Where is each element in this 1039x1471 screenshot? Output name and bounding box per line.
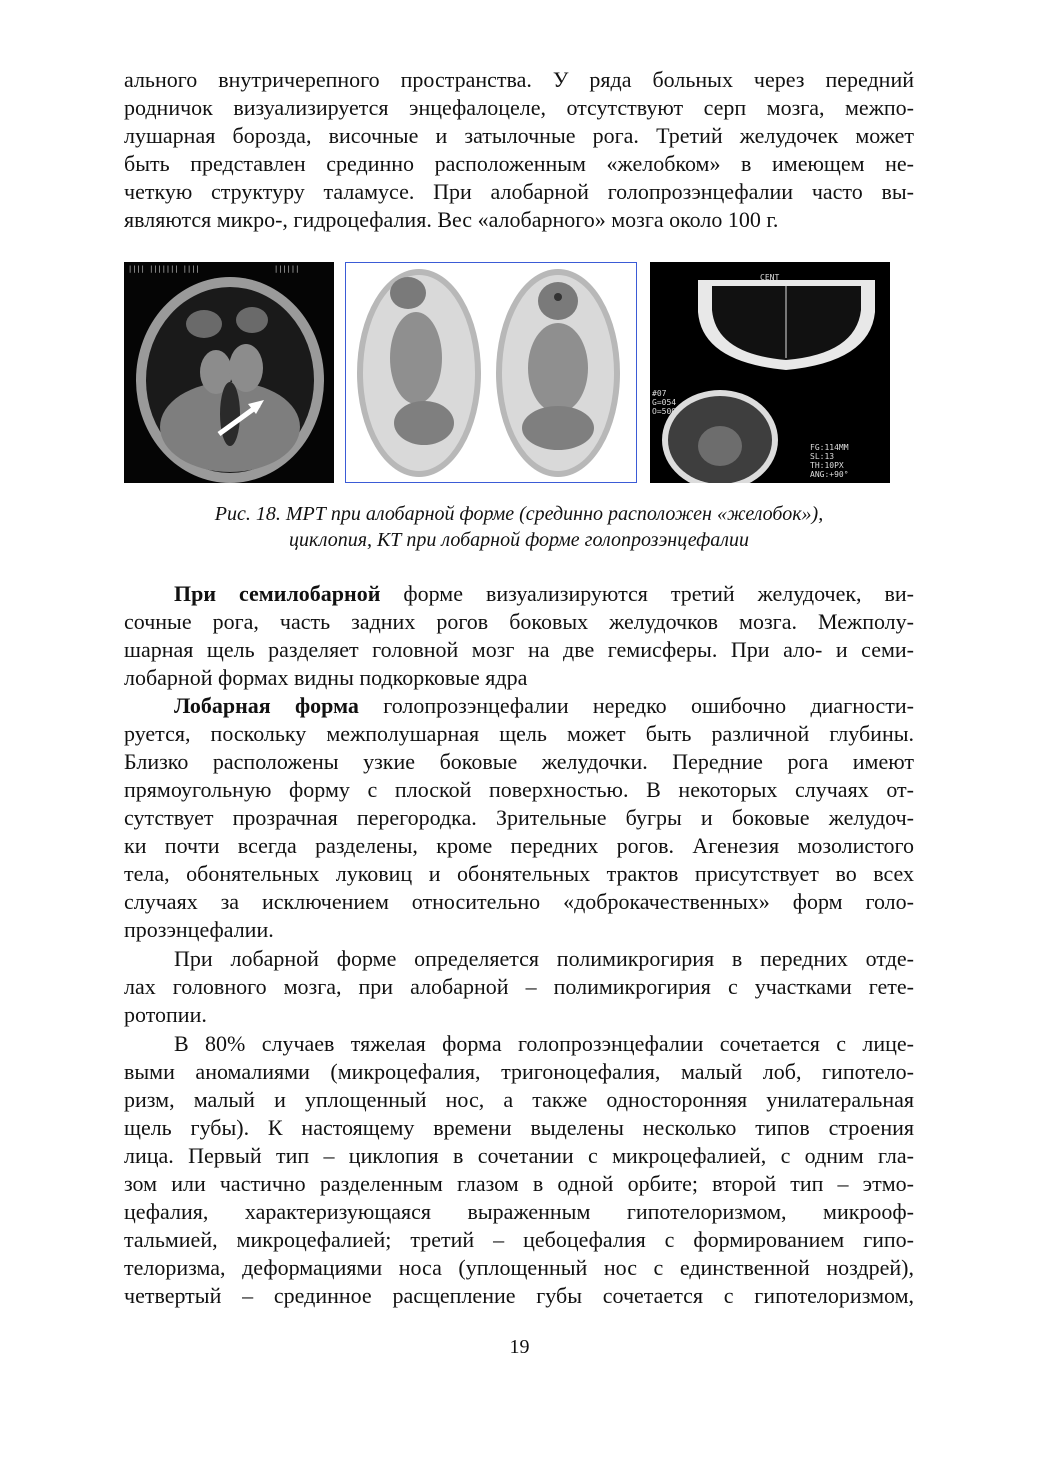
- text-line: зом или частично разделенным глазом в одной орбите; второй тип – этмо-: [124, 1171, 914, 1196]
- text-line: цефалия, характеризующаяся выраженным гипотелоризмом, микрооф-: [124, 1199, 914, 1224]
- text-line: лобарной формах видны подкорковые ядра: [124, 665, 528, 690]
- bold-term: При семилобарной: [174, 581, 381, 606]
- ct-label: G=054: [652, 398, 677, 407]
- text-line: При лобарной форме определяется полимикрогирия в передних отде-: [174, 946, 914, 971]
- text-line: четвертый – срединное расщепление губы сочетается с гипотелоризмом,: [124, 1283, 914, 1308]
- text-line: [174, 580, 914, 609]
- text-line: руется, поскольку межполушарная щель может быть различной глубины.: [124, 721, 914, 746]
- text-line: прямоугольную форму с плоской поверхностью. В некоторых случаях от-: [124, 777, 914, 802]
- text-line: случаях за исключением относительно «доброкачественных» форм голо-: [124, 889, 914, 914]
- ct-label: CENT: [760, 273, 780, 282]
- text-line: родничок визуализируется энцефалоцеле, отсутствуют серп мозга, межпо-: [124, 95, 914, 120]
- bold-term: Лобарная форма: [174, 693, 359, 718]
- text-line: быть представлен срединно расположенным «желобком» в имеющем не-: [124, 151, 914, 176]
- page-number: 19: [509, 1336, 530, 1358]
- text-line: В 80% случаев тяжелая форма голопрозэнцефалии сочетается с лице-: [174, 1031, 914, 1056]
- text-line: лица. Первый тип – циклопия в сочетании с микроцефалией, с одним гла-: [124, 1143, 914, 1168]
- text-line: телоризма, деформациями носа (уплощенный нос с единственной ноздрей),: [124, 1255, 914, 1280]
- text-line: щель губы). К настоящему времени выделены несколько типов строения: [124, 1115, 914, 1140]
- text-line: сутствует прозрачная перегородка. Зрительные бугры и боковые желудоч-: [124, 805, 914, 830]
- text-line: шарная щель разделяет головной мозг на две гемисферы. При ало- и семи-: [124, 637, 914, 662]
- ct-label: ANG:+90°: [810, 470, 849, 479]
- ct-label: O=500: [652, 407, 677, 416]
- figure-caption: циклопия, КТ при лобарной форме голопрозэнцефалии: [288, 529, 750, 551]
- text-line: тальмией, микроцефалией; третий – цебоцефалия с формированием гипо-: [124, 1227, 914, 1252]
- text-line: являются микро-, гидроцефалия. Вес «алобарного» мозга около 100 г.: [124, 207, 779, 232]
- text-line: ального внутричерепного пространства. У ряда больных через передний: [124, 67, 914, 92]
- text-line: прозэнцефалии.: [124, 917, 274, 942]
- text-line: Близко расположены узкие боковые желудочки. Передние рога имеют: [124, 749, 914, 774]
- text-line: ки почти всегда разделены, кроме передних рогов. Агенезия мозолистого: [124, 833, 914, 858]
- figure-caption: Рис. 18. МРТ при алобарной форме (срединно расположен «желобок»),: [214, 503, 824, 525]
- text-line: ризм, малый и уплощенный нос, а также односторонняя унилатеральная: [124, 1087, 914, 1112]
- text-line: выми аномалиями (микроцефалия, тригоноцефалия, малый лоб, гипотело-: [124, 1059, 914, 1084]
- text-line: лушарная борозда, височные и затылочные рога. Третий желудочек может: [124, 123, 914, 148]
- text-span: форме визуализируются третий желудочек, ви-: [380, 581, 914, 606]
- text-line: ротопии.: [124, 1002, 207, 1027]
- ct-label: FG:114MM: [810, 443, 849, 452]
- ct-label: #07: [652, 389, 667, 398]
- mri-image: [124, 262, 334, 483]
- text-line: [174, 692, 914, 721]
- ct-label: TH:10PX: [810, 461, 844, 470]
- text-line: сочные рога, часть задних рогов боковых желудочков мозга. Межполу-: [124, 609, 914, 634]
- text-span: голопрозэнцефалии нередко ошибочно диагности-: [358, 693, 914, 718]
- text-line: лах головного мозга, при алобарной – полимикрогирия с участками гете-: [124, 974, 914, 999]
- text-line: тела, обонятельных луковиц и обонятельных трактов присутствует во всех: [124, 861, 914, 886]
- cyclopia-image: [345, 262, 637, 483]
- ct-image: [650, 262, 890, 483]
- text-line: четкую структуру таламусе. При алобарной голопрозэнцефалии часто вы-: [124, 179, 914, 204]
- svg-text:||||||: ||||||: [274, 265, 300, 273]
- ct-label: SL:13: [810, 452, 835, 461]
- svg-text:|||| ||||||| ||||: |||| ||||||| ||||: [128, 265, 200, 273]
